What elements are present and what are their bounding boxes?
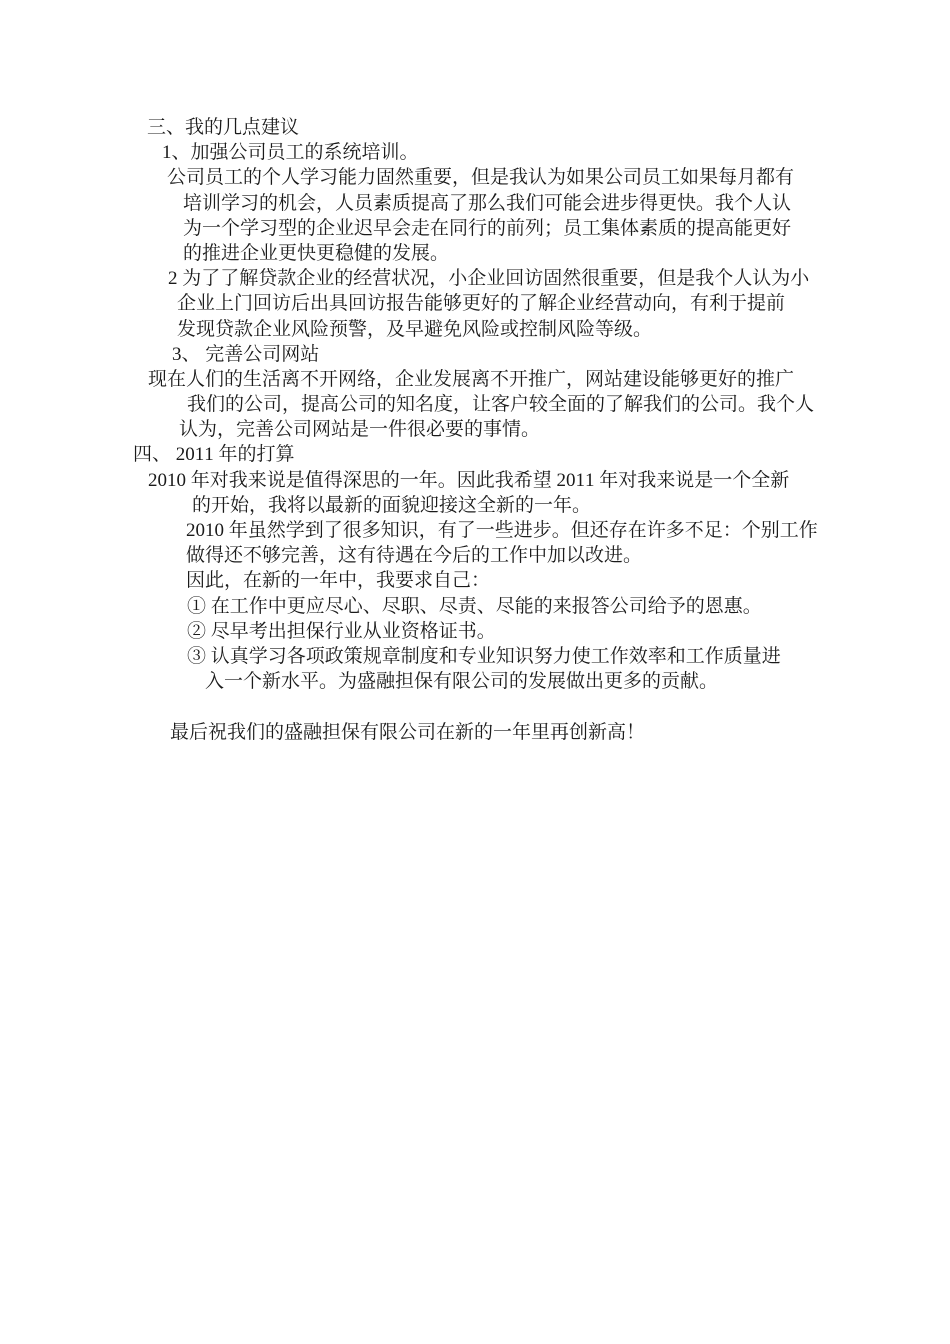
doc-line: 为一个学习型的企业迟早会走在同行的前列；员工集体素质的提高能更好 — [183, 217, 792, 239]
blank-line — [0, 694, 950, 719]
suggestion-1-heading: 1、加强公司员工的系统培训。 — [162, 142, 419, 164]
doc-line: 入一个新水平。为盛融担保有限公司的发展做出更多的贡献。 — [205, 671, 719, 693]
section-four-heading: 四、 2011 年的打算 — [133, 444, 295, 466]
doc-line: 因此，在新的一年中，我要求自己： — [186, 570, 491, 592]
doc-line: 企业上门回访后出具回访报告能够更好的了解企业经营动向，有利于提前 — [177, 293, 786, 315]
doc-line: 我们的公司，提高公司的知名度，让客户较全面的了解我们的公司。我个人 — [187, 394, 815, 416]
doc-line: 培训学习的机会，人员素质提高了那么我们可能会进步得更快。我个人认 — [183, 192, 792, 214]
suggestion-2-heading: 2 为了了解贷款企业的经营状况，小企业回访固然很重要，但是我个人认为小 — [168, 268, 810, 290]
closing-line: 最后祝我们的盛融担保有限公司在新的一年里再创新高！ — [170, 721, 646, 743]
doc-line: 2010 年对我来说是值得深思的一年。因此我希望 2011 年对我来说是一个全新 — [148, 469, 790, 491]
numbered-item-3: ③ 认真学习各项政策规章制度和专业知识努力使工作效率和工作质量进 — [187, 645, 781, 667]
doc-line: 认为，完善公司网站是一件很必要的事情。 — [179, 419, 541, 441]
numbered-item-1: ① 在工作中更应尽心、尽职、尽责、尽能的来报答公司给予的恩惠。 — [187, 595, 762, 617]
section-three-heading: 三、我的几点建议 — [147, 117, 300, 138]
doc-line: 的开始，我将以最新的面貌迎接这全新的一年。 — [192, 494, 592, 516]
doc-line: 现在人们的生活离不开网络，企业发展离不开推广，网站建设能够更好的推广 — [148, 368, 795, 390]
doc-line: 2010 年虽然学到了很多知识，有了一些进步。但还存在许多不足：个别工作 — [186, 520, 818, 541]
doc-line: 的推进企业更快更稳健的发展。 — [183, 242, 450, 264]
numbered-item-2: ② 尽早考出担保行业从业资格证书。 — [187, 620, 496, 642]
suggestion-3-heading: 3、 完善公司网站 — [172, 343, 320, 365]
doc-line: 做得还不够完善，这有待遇在今后的工作中加以改进。 — [186, 545, 643, 567]
doc-line: 公司员工的个人学习能力固然重要，但是我认为如果公司员工如果每月都有 — [167, 167, 795, 189]
doc-line: 发现贷款企业风险预警，及早避免风险或控制风险等级。 — [177, 318, 653, 340]
